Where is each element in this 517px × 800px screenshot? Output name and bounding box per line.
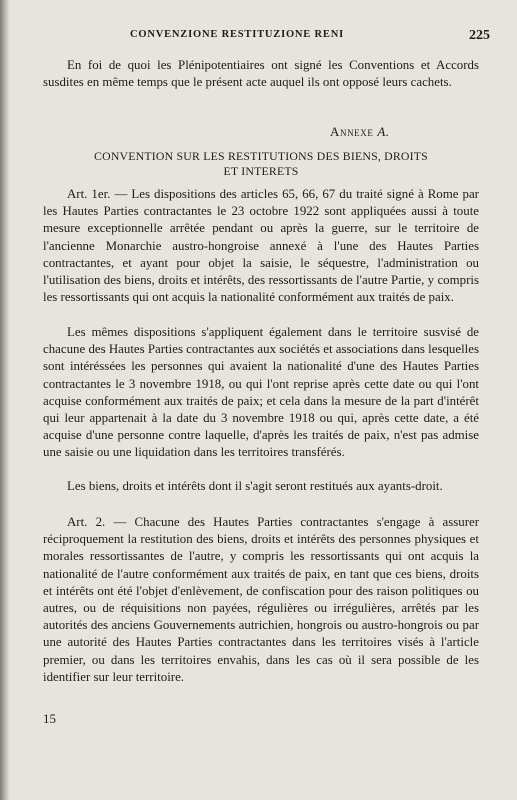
article-1-paragraph-1 [43,186,479,306]
article-1-text: — Les dispositions des articles 65, 66, 67 du traité signé à Rome par les Hautes Parties contractantes le 23 octobre 1922 sont appliquées aussi à toute mesure exceptionnelle arrêtée pendant ou après la guerre, sur le territoire de l'ancienne Monarchie austro-hongroise annexé à l'une des Hautes Parties contractantes, et ayant pour objet la saisie, le séquestre, l'administration ou l'utilisation des biens, droits et intérêts, des ressortissants de l'autre Partie, y compris les ressortissants qui ont acquis la nationalité conformément aux traités de paix. [43,187,479,305]
convention-heading [43,149,479,179]
page-spine-shadow [0,0,10,800]
article-2-paragraph-1 [43,514,479,686]
article-2-text: — Chacune des Hautes Parties contractantes s'engage à assurer réciproquement la restitution des biens, droits et intérêts des personnes physiques et morales ressortissantes de l'autre, y compris les ressortissants qui ont acquis la nationalité de l'autre conformément aux traités de paix, en tant que ces biens, droits et intérêts ont été l'objet d'enlèvement, de confiscation pour des raison politiques ou autres, ou de réquisitions non payées, régulières ou irrégulières, arrêtés par les autorités des anciens Gouvernements autrichien, hongrois ou austro-hongrois ou par une autorité des Hautes Parties contractantes dans les territoires visés à l'article premier, ou dans les territoires envahis, dans les cas où il sera possible de les identifier sur leur territoire. [43,515,480,684]
annex-letter: A. [377,124,390,139]
convention-heading-line-2: ET INTERETS [223,164,299,178]
intro-paragraph: En foi de quoi les Plénipotentiaires ont signé les Conventions et Accords susdites en même temps que le présent acte auquel ils ont opposé leurs cachets. [43,58,479,90]
signature-mark: 15 [43,711,56,726]
article-1-paragraph-2: Les mêmes dispositions s'appliquent également dans le territoire susvisé de chacune des Hautes Parties contractantes aux sociétés et associations dans lesquelles sont intéréssées les personnes qui avaient la nationalité d'une des Hautes Parties contractantes le 3 novembre 1918, ou qui l'ont reprise après cette date ou qui l'ont acquise conformément aux traités de paix; et cela dans la mesure de la part d'intérêt qui leur appartenait à la date du 3 novembre 1918 ou qui, après cette date, a été acquise d'une personne contre laquelle, d'après les traités de paix, n'est pas admise une saisie ou une liquidation dans les territoires transférés. [43,325,479,460]
annex-label [330,124,390,140]
article-1-title: Art. 1er. [67,187,111,201]
article-2-title: Art. 2. [67,515,106,529]
page-number: 225 [469,28,490,43]
running-head: CONVENZIONE RESTITUZIONE RENI [130,29,344,40]
annex-word: Annexe [330,124,374,139]
article-1-paragraph-3: Les biens, droits et intérêts dont il s'agit seront restitués aux ayants-droit. [67,479,443,493]
convention-heading-line-1: CONVENTION SUR LES RESTITUTIONS DES BIENS, DROITS [94,149,428,163]
